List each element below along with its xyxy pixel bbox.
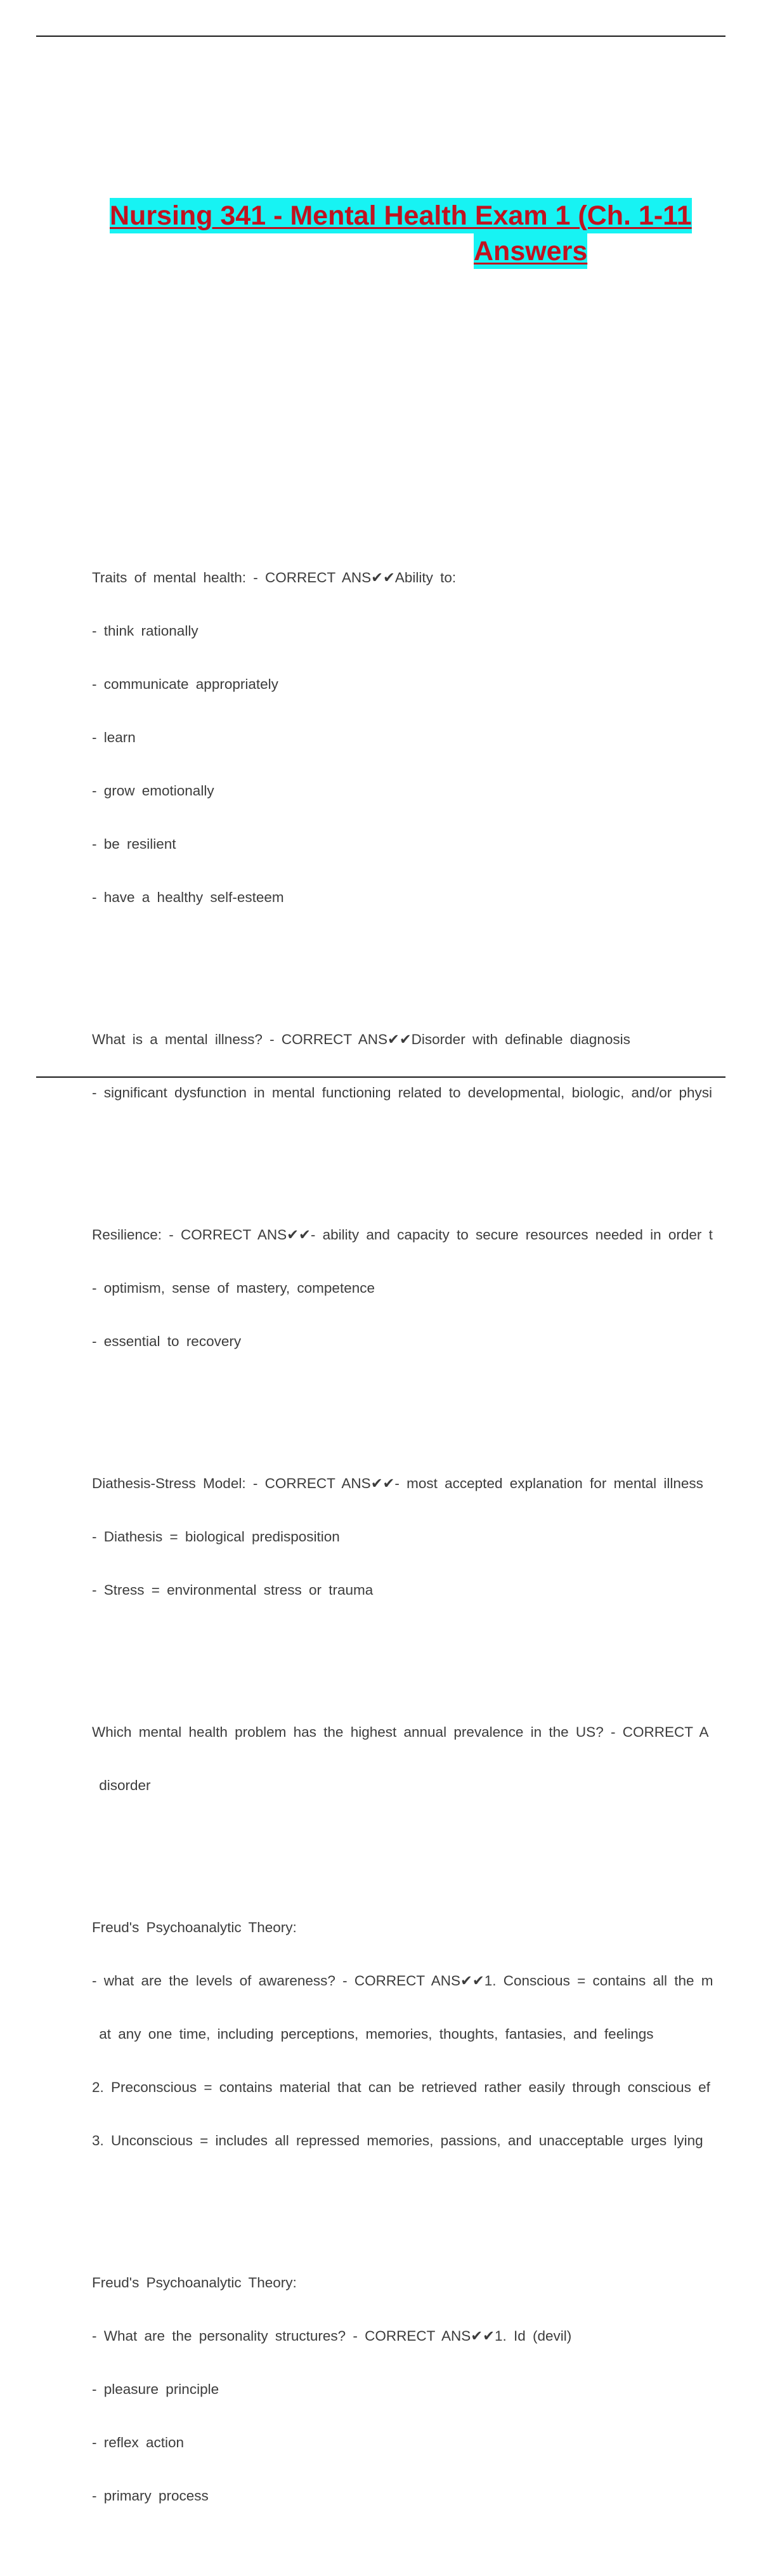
qa-paragraph: [92, 1883, 761, 2185]
text-line: disorder: [92, 1777, 151, 1793]
text-line: Freud's Psychoanalytic Theory:: [92, 1919, 297, 1935]
text-line: 2. Preconscious = contains material that can be retrieved rather easily through conscious ef: [92, 2079, 710, 2095]
bottom-rule: [36, 1076, 725, 1078]
text-line: - What are the personality structures? - CORRECT ANS✔✔1. Id (devil): [92, 2328, 572, 2344]
text-line: Traits of mental health: - CORRECT ANS✔✔Ability to:: [92, 570, 457, 585]
text-line: - have a healthy self-esteem: [92, 889, 284, 905]
text-line: at any one time, including perceptions, memories, thoughts, fantasies, and feelings: [92, 2026, 654, 2042]
qa-paragraph: [92, 1688, 761, 1830]
text-line: Which mental health problem has the highest annual prevalence in the US? - CORRECT A: [92, 1724, 709, 1740]
text-line: - think rationally: [92, 623, 198, 639]
text-line: - essential to recovery: [92, 1333, 242, 1349]
title-line-1: Nursing 341 - Mental Health Exam 1 (Ch. 1-11: [110, 198, 692, 233]
document-body: [92, 498, 761, 2576]
qa-paragraph: [92, 1191, 761, 1386]
text-line: Resilience: - CORRECT ANS✔✔- ability and capacity to secure resources needed in order t: [92, 1227, 713, 1243]
text-line: - grow emotionally: [92, 783, 214, 799]
text-line: - optimism, sense of mastery, competence: [92, 1280, 375, 1296]
qa-paragraph: [92, 995, 761, 1137]
title-line-2: Answers: [474, 233, 587, 269]
text-line: - pleasure principle: [92, 2381, 219, 2397]
text-line: - Diathesis = biological predisposition: [92, 1529, 340, 1545]
top-rule: [36, 36, 725, 37]
text-line: - primary process: [92, 2488, 209, 2504]
text-line: 3. Unconscious = includes all repressed memories, passions, and unacceptable urges lying: [92, 2133, 703, 2148]
qa-paragraph: [92, 1439, 761, 1635]
qa-paragraph: [92, 2239, 761, 2540]
text-line: - learn: [92, 729, 136, 745]
text-line: - be resilient: [92, 836, 176, 852]
text-line: Diathesis-Stress Model: - CORRECT ANS✔✔- most accepted explanation for mental illness: [92, 1475, 703, 1491]
text-line: - what are the levels of awareness? - CORRECT ANS✔✔1. Conscious = contains all the m: [92, 1973, 713, 1989]
text-line: - Stress = environmental stress or trauma: [92, 1582, 374, 1598]
qa-paragraph: [92, 533, 761, 942]
text-line: - reflex action: [92, 2435, 185, 2450]
text-line: What is a mental illness? - CORRECT ANS✔✔Disorder with definable diagnosis: [92, 1031, 630, 1047]
text-line: - significant dysfunction in mental functioning related to developmental, biologic, and/or physi: [92, 1085, 713, 1101]
text-line: Freud's Psychoanalytic Theory:: [92, 2275, 297, 2291]
text-line: - communicate appropriately: [92, 676, 278, 692]
